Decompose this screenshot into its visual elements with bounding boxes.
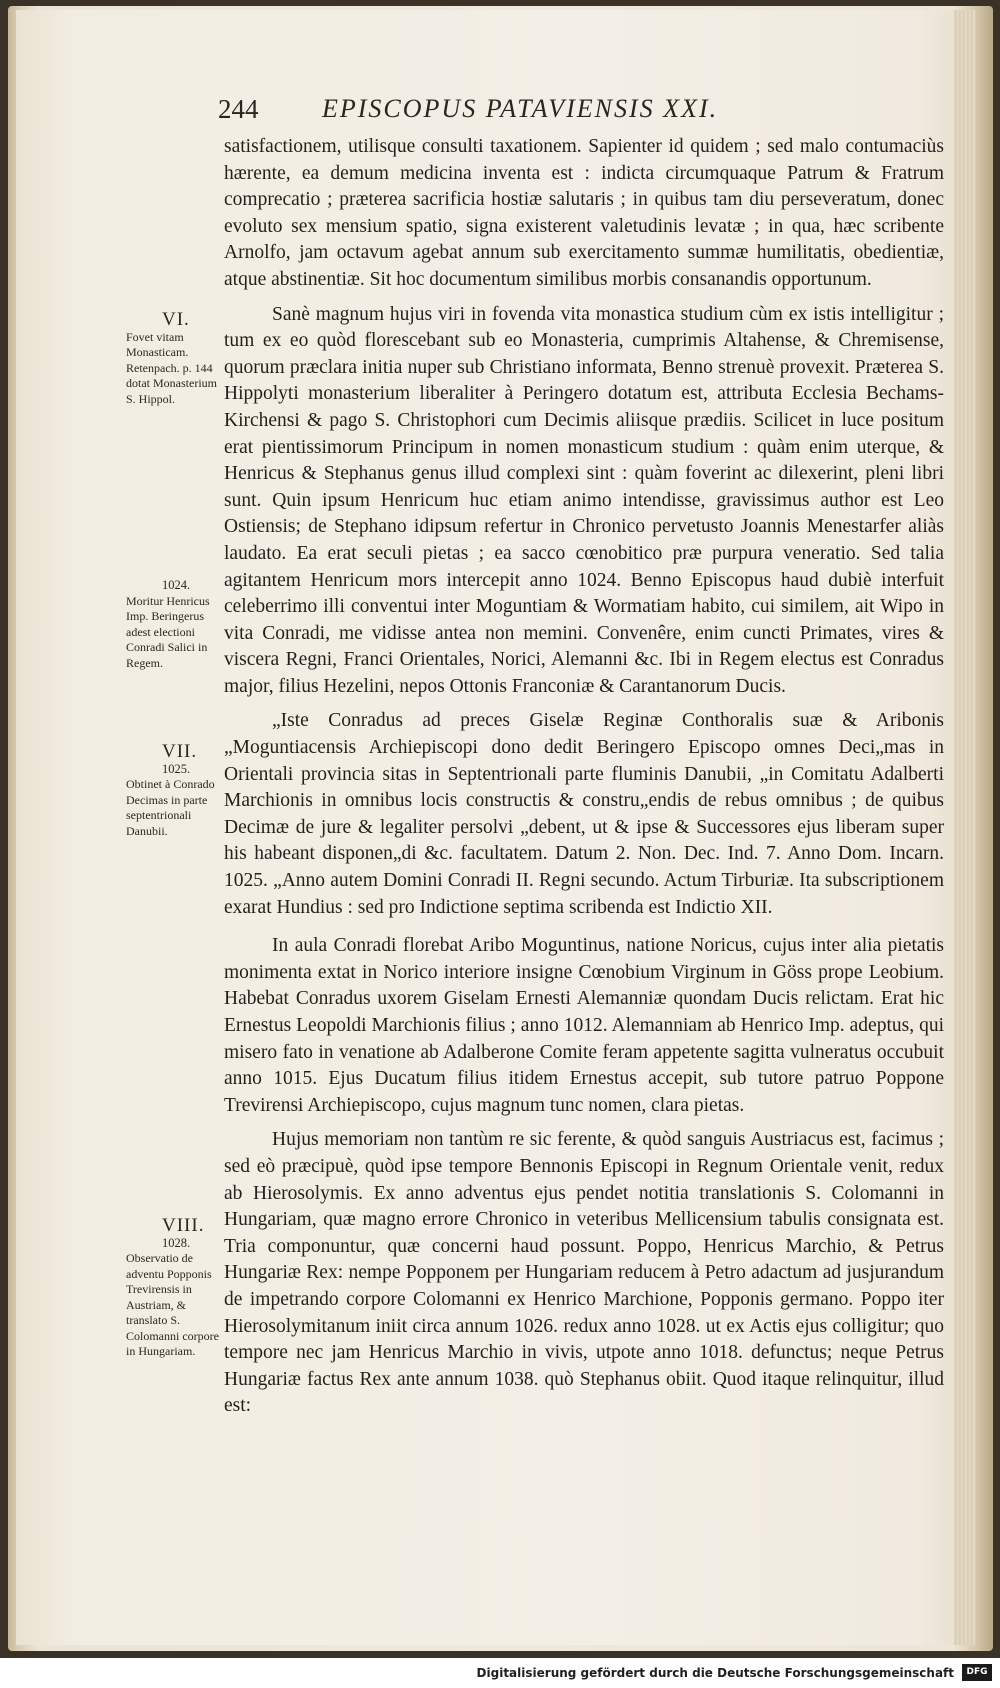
margin-note-text: Moritur Henricus Imp. Beringerus adest electioni Conradi Salici in Regem. [126, 593, 210, 670]
dfg-logo: DFG [962, 1664, 992, 1681]
paragraph-1: satisfactionem, utilisque consulti taxationem. Sapienter id quidem ; sed malo contumaciùs hærente, ea demum medicina inventa est : indicta circumquaque Patrum & Fratrum comprecatio ; præterea sacrificia hostiæ salutaris ; in quibus tam diu perseveratum, donec evoluto sex mensium spatio, signa existerent valetudinis levatæ ; in qua, hæc scribente Arnolfo, jam octavum agebat annum sub exercitamento summæ humilitatis, obedientiæ, atque abstinentiæ. Sit hoc documentum similibus morbis consanandis opportunum. [224, 136, 944, 290]
margin-note-viii [126, 1215, 226, 1360]
margin-note-year: 1024. [162, 578, 191, 592]
page-number: 244 [218, 94, 259, 124]
margin-note-number: VI. [162, 309, 190, 330]
margin-note-text: Fovet vitam Monasticam. Retenpach. p. 144 dotat Monasterium S. Hippol. [126, 329, 217, 406]
margin-note-number: VIII. [162, 1215, 205, 1236]
running-head [210, 94, 850, 134]
margin-note-text: Observatio de adventu Popponis Trevirensis in Austriam, & translato S. Colomanni corpore in Hungariam. [126, 1251, 219, 1358]
paragraph-4: In aula Conradi florebat Aribo Moguntinus, natione Noricus, cujus inter alia pietatis monimenta extat in Norico interiore insigne Cœnobium Virginum in Göss prope Leobium. Habebat Conradus uxorem Giselam Ernesti Alemanniæ quondam Ducis relictam. Erat hic Ernestus Leopoldi Marchionis filius ; anno 1012. Alemanniam ab Henrico Imp. adeptus, qui misero fato in venatione ab Adalberone Comite feram appetente sagitta vulneratus occubuit anno 1015. Ejus Ducatum filius itidem Ernestus accepit, sub tutore patruo Poppone Trevirensi Archiepiscopo, cujus magnum tunc nomen, clara pietas. [224, 935, 944, 1116]
footer-credit: Digitalisierung gefördert durch die Deutsche Forschungsgemeinschaft [476, 1666, 954, 1680]
running-title: EPISCOPUS PATAVIENSIS XXI. [322, 94, 719, 123]
margin-note-vii [126, 741, 226, 839]
footer-bar [0, 1658, 1000, 1688]
margin-note-text: Obtinet à Conrado Decimas in parte septentrionali Danubii. [126, 777, 215, 838]
margin-note-1024 [126, 576, 226, 671]
body-text [224, 134, 944, 1420]
page-edge-strip [954, 10, 976, 1645]
margin-note-year: 1025. [162, 761, 191, 776]
margin-note-year: 1028. [162, 1235, 191, 1250]
paragraph-5: Hujus memoriam non tantùm re sic ferente, & quòd sanguis Austriacus est, facimus ; sed eò præcipuè, quòd ipse tempore Bennonis Episcopi in Regnum Orientale venit, redux ab Hierosolymis. Ex anno adventus ejus pendet notitia translationis S. Colomanni in Hungariam, quæ magno errore Chronico in veteribus Mellicensium tabulis consignata est. Tria componuntur, quæ concerni haud possunt. Poppo, Henricus Marchio, & Petrus Hungariæ Rex: nempe Popponem per Hungariam reducem à Petro adactum ad jusjurandum de impetrando corpore Colomanni ex Henrico Marchione, Popponis germano. Poppo iter Hierosolymitanum iniit circa annum 1026. redux anno 1028. ut ex Actis ejus colligitur; quo tempore nec jam Henricus Marchio in vivis, utpote anno 1018. defunctus; neque Petrus Hungariæ factus Rex ante annum 1038. quò Stephanus obiit. Quod itaque relinquitur, illud est: [224, 1129, 944, 1417]
paragraph-3: „Iste Conradus ad preces Giselæ Reginæ Conthoralis suæ & Aribonis „Moguntiacensis Archiepiscopi dono dedit Beringero Episcopo omnes Deci„mas in Orientali provincia sitas in Septentrionali parte fluminis Danubii, „in Comitatu Adalberti Marchionis in omnibus locis constructis & constru„endis de rebus omnibus ; de quibus Decimæ de jure & legaliter persolvi „debent, ut & ipse & Successores ejus liberam super his habeant disponen„di &c. facultatem. Datum 2. Non. Dec. Ind. 7. Anno Dom. Incarn. 1025. „Anno autem Domini Conradi II. Regni secundo. Actum Tirburiæ. Ita subscriptionem exarat Hundius : sed pro Indictione septima scribenda est Indictio XII. [224, 710, 944, 918]
paragraph-2: Sanè magnum hujus viri in fovenda vita monastica studium cùm ex istis intelligitur ; tum ex eo quòd florescebant sub eo Monasteria, cumprimis Altahense, & Chremisense, quorum præclara initia nuper sub Christiano informata, Benno strenuè provexit. Præterea S. Hippolyti monasterium liberaliter à Peringero dotatum est, attributa Ecclesia Bechams-Kirchensi & pago S. Christophori cum Decimis aliisque prædiis. Scilicet in luce positum erat pientissimorum Principum in nomen monasticum studium : quàm enim uterque, & Henricus & Stephanus genus illud complexi sint : quàm foverint ac dilexerint, pleni libri sunt. Quin ipsum Henricum huc etiam animo intendisse, gravissimus author est Leo Ostiensis; de Stephano idipsum refertur in Chronico pervetusto Joannis Menestarfer aliàs laudato. Ea erat seculi pietas ; ea sacco cœnobitico præ purpura veneratio. Sed talia agitantem Henricum mors intercepit anno 1024. Benno Episcopus haud dubiè interfuit celeberrimo illi conventui inter Moguntiam & Wormatiam habito, cui similem, ait Wipo in vita Conradi, me vidisse antea non memini. Convenêre, enim cuncti Primates, vires & viscera Regni, Franci Orientales, Norici, Alemanni &c. Ibi in Regem electus est Conradus major, filius Hezelini, nepos Ottonis Franconiæ & Carantanorum Ducis. [224, 303, 944, 697]
margin-note-number: VII. [162, 741, 198, 762]
margin-note-vi [126, 309, 226, 407]
